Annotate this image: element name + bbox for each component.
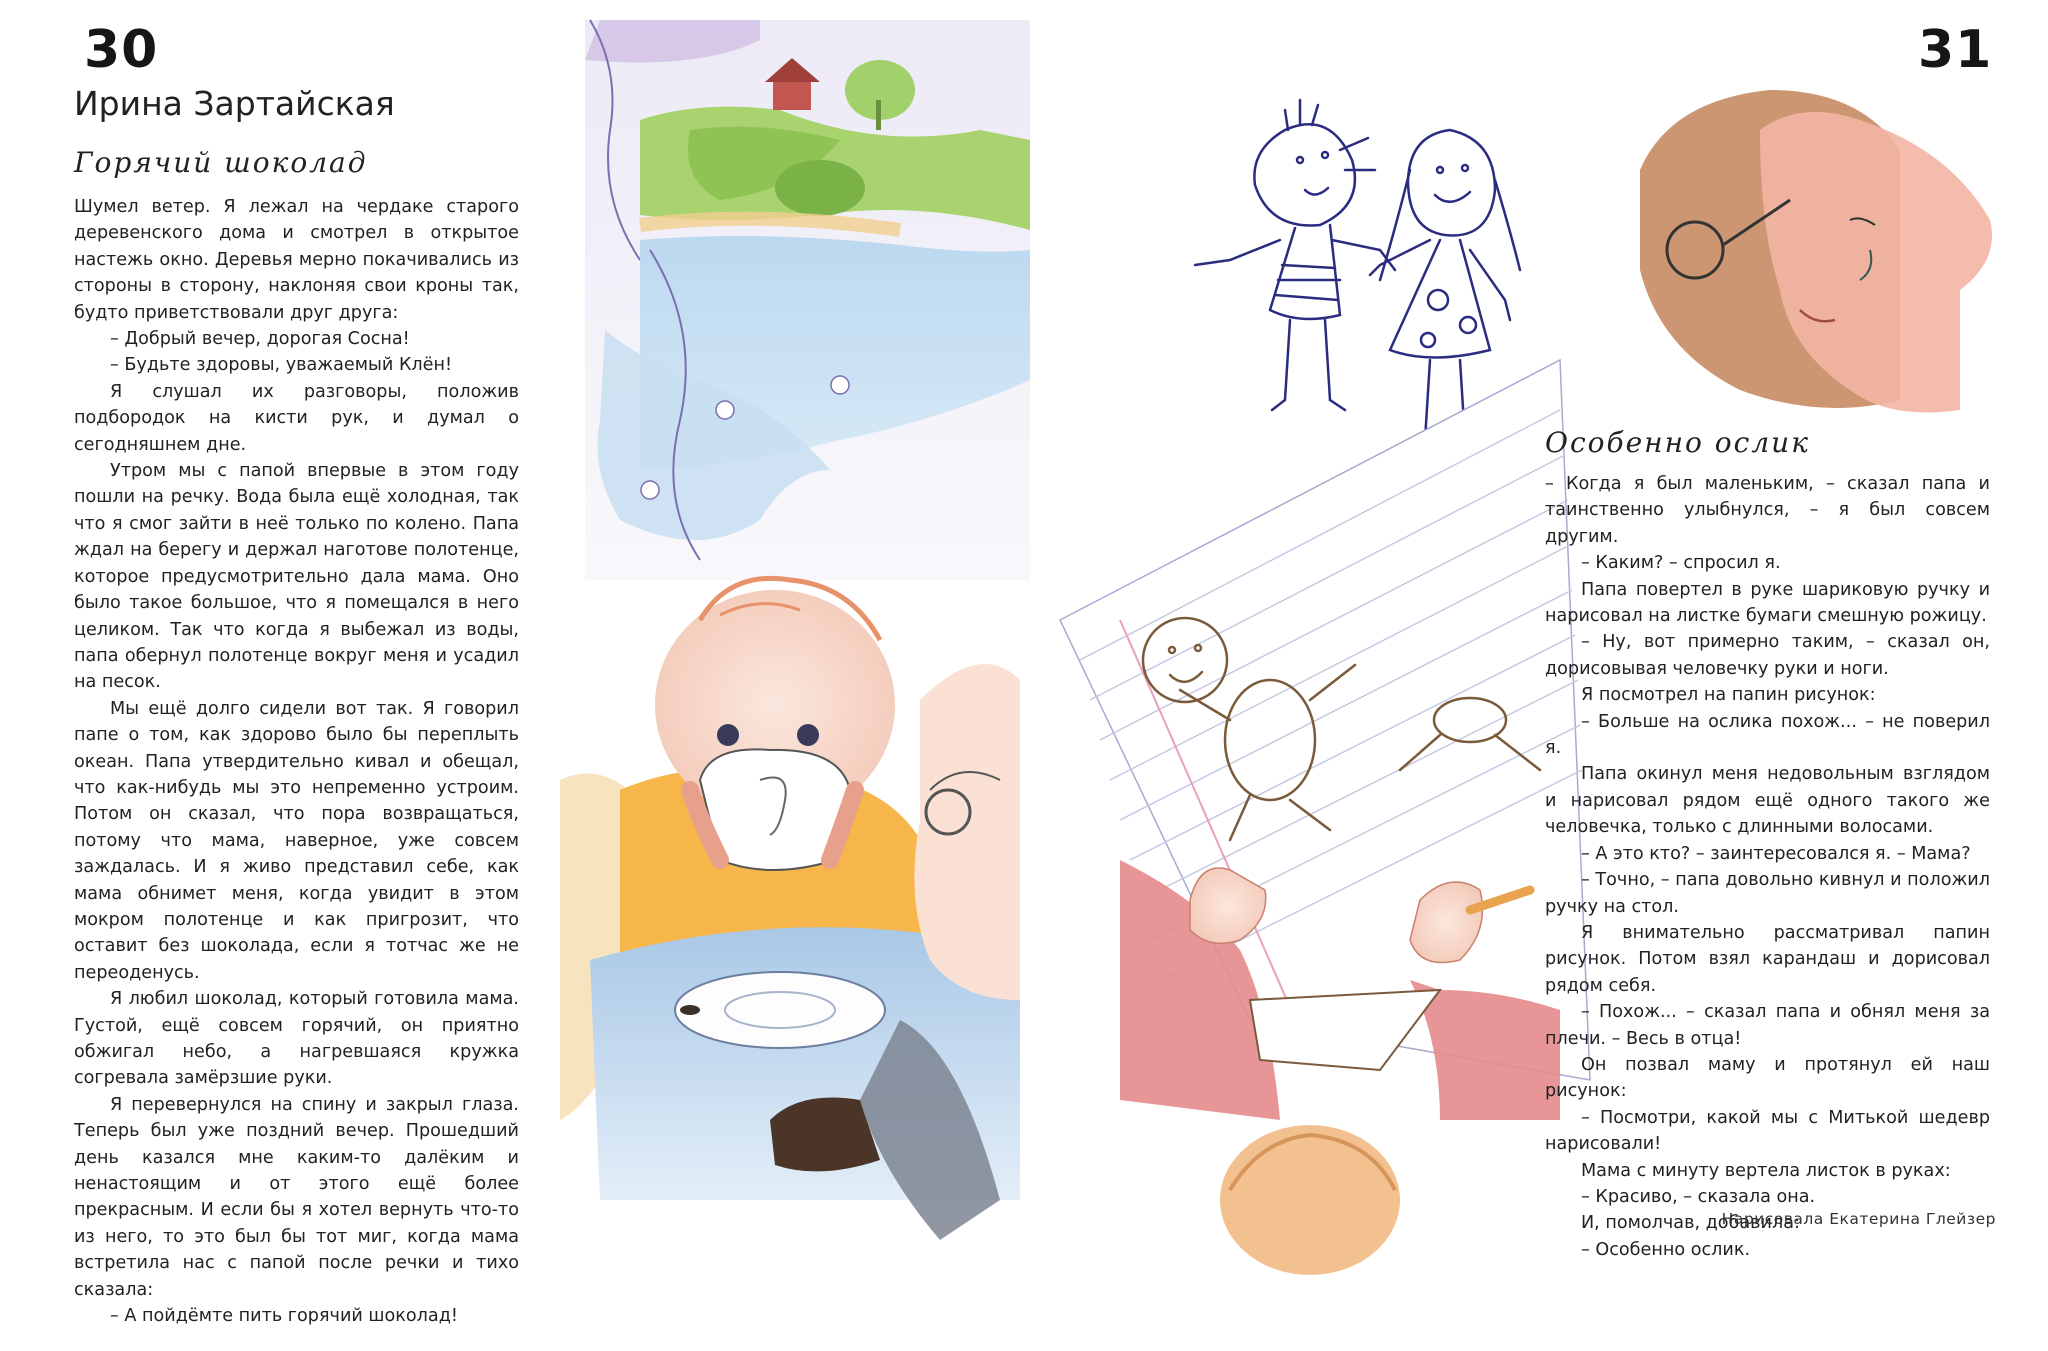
father-and-son-faces-illustration (1640, 90, 1992, 413)
paragraph: Папа окинул меня недовольным взглядом и нарисовал рядом ещё одного такого же человечка, только с длинными волосами. (1545, 764, 1990, 838)
stick-figure-drawings (1195, 100, 1520, 440)
paragraph: – Больше на ослика похож... – не поверил я. (1545, 711, 1990, 759)
paragraph: Он позвал маму и протянул ей наш рисунок: (1545, 1054, 1990, 1102)
paragraph: – Каким? – спросил я. (1581, 553, 1781, 574)
paragraph: Мы ещё долго сидели вот так. Я говорил папе о том, как здорово было бы переплыть океан. Папа утвердительно кивал и обещал, что как-нибудь мы это непременно устроим. Потом он сказал, что пора возвращаться, потому что мама, наверное, уже совсем заждалась. И я живо представил себе, как мама обнимет меня, когда увидит в этом мокром полотенце и как пригрозит, что оставит без шоколада, если я тотчас же не переоденусь. (74, 698, 519, 983)
paragraph: – Будьте здоровы, уважаемый Клён! (110, 355, 453, 376)
paragraph: Я перевернулся на спину и закрыл глаза. Теперь был уже поздний вечер. Прошедший день казался мне каким-то далёким и ненастоящим и от этого ещё более прекрасным. И если бы я хотел вернуть что-то из него, то это был бы тот миг, когда мама встретила нас с папой после речки и тихо сказала: (74, 1094, 519, 1300)
page-number-right: 31 (1918, 20, 1993, 80)
story-text-left (74, 194, 519, 1329)
paragraph: – Добрый вечер, дорогая Сосна! (110, 329, 410, 350)
boy-with-mug-illustration (560, 578, 1020, 1240)
paragraph: – Когда я был маленьким, – сказал папа и таинственно улыбнулся, – я был совсем другим. (1545, 474, 1990, 547)
paragraph: – Ну, вот примерно таким, – сказал он, дорисовывая человечку руки и ноги. (1545, 632, 1990, 679)
paragraph: – Особенно ослик. (1581, 1239, 1751, 1260)
paragraph: Я любил шоколад, который готовила мама. Густой, ещё совсем горячий, он приятно обжигал небо, а нагревшаяся кружка согревала замёрзшие руки. (74, 989, 519, 1089)
paragraph: Утром мы с папой впервые в этом году пошли на речку. Вода была ещё холодная, так что я смог зайти в неё только по колено. Папа ждал на берегу и держал наготове полотенце, которое предусмотрительно дала мама. Оно было такое большое, что я помещался в него целиком. Так что когда я выбежал из воды, папа обернул полотенце вокруг меня и усадил на песок. (74, 461, 519, 693)
story-title-left: Горячий шоколад (74, 146, 368, 179)
window-landscape-illustration (585, 20, 1030, 580)
page-number-left: 30 (84, 20, 159, 80)
paragraph: – А пойдёмте пить горячий шоколад! (110, 1306, 458, 1327)
story-title-right: Особенно ослик (1545, 426, 1810, 459)
paragraph: Папа повертел в руке шариковую ручку и нарисовал на листке бумаги смешную рожицу. (1545, 579, 1990, 627)
paragraph: – Красиво, – сказала она. (1581, 1186, 1816, 1207)
paragraph: – А это кто? – заинтересовался я. – Мама? (1581, 843, 1971, 864)
paragraph: Я посмотрел на папин рисунок: (1581, 685, 1876, 706)
paragraph: И, помолчав, добавила: (1581, 1213, 1800, 1234)
paragraph: Мама с минуту вертела листок в руках: (1581, 1160, 1951, 1181)
paragraph: Шумел ветер. Я лежал на чердаке старого деревенского дома и смотрел в открытое настежь окно. Деревья мерно покачивались из стороны в сторону, наклоняя свои кроны так, будто приветствовали друг друга: (74, 197, 519, 323)
paragraph: – Похож... – сказал папа и обнял меня за плечи. – Весь в отца! (1545, 1002, 1990, 1049)
story-author: Ирина Зартайская (74, 84, 395, 123)
paragraph: Я внимательно рассматривал папин рисунок. Потом взял карандаш и дорисовал рядом себя. (1545, 922, 1990, 996)
paragraph: – Точно, – папа довольно кивнул и положил ручку на стол. (1545, 870, 1990, 917)
illustrator-credit: Нарисовала Екатерина Глейзер (1721, 1210, 1996, 1228)
paragraph: Я слушал их разговоры, положив подбородок на кисти рук, и думал о сегодняшнем дне. (74, 381, 519, 455)
story-text-right (1545, 471, 1990, 1263)
paragraph: – Посмотри, какой мы с Митькой шедевр нарисовали! (1545, 1107, 1990, 1155)
